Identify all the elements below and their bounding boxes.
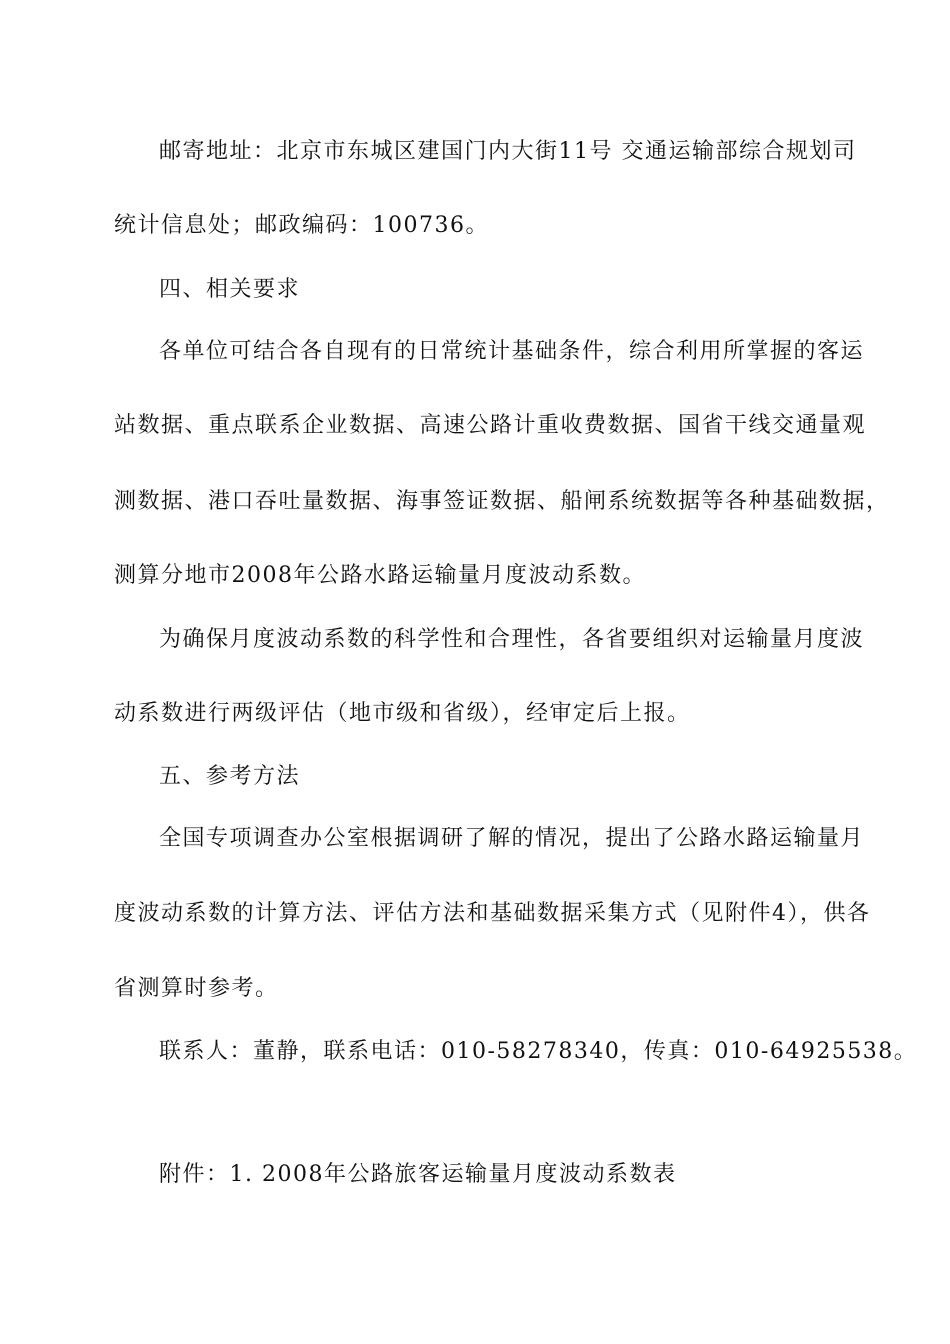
- requirements-paragraph-line-4: 测算分地市2008年公路水路运输量月度波动系数。: [114, 563, 646, 588]
- requirements-paragraph-line-3: 测数据、港口吞吐量数据、海事签证数据、船闸系统数据等各种基础数据，: [114, 489, 890, 514]
- methods-paragraph-line-2: 度波动系数的计算方法、评估方法和基础数据采集方式（见附件4），供各: [114, 901, 871, 926]
- section-heading-methods: 五、参考方法: [159, 764, 301, 789]
- requirements-paragraph-line-1: 各单位可结合各自现有的日常统计基础条件，综合利用所掌握的客运: [159, 339, 865, 364]
- mailing-address-continued: 统计信息处；邮政编码：100736。: [114, 213, 489, 238]
- section-heading-requirements: 四、相关要求: [159, 277, 301, 302]
- methods-paragraph-line-1: 全国专项调查办公室根据调研了解的情况，提出了公路水路运输量月: [159, 826, 865, 851]
- requirements-paragraph-line-2: 站数据、重点联系企业数据、高速公路计重收费数据、国省干线交通量观: [114, 413, 867, 438]
- mailing-address-line: 邮寄地址：北京市东城区建国门内大街11号 交通运输部综合规划司: [159, 139, 857, 164]
- methods-paragraph-line-3: 省测算时参考。: [114, 976, 279, 1001]
- attachment-line: 附件：1. 2008年公路旅客运输量月度波动系数表: [159, 1162, 677, 1187]
- evaluation-paragraph-line-2: 动系数进行两级评估（地市级和省级），经审定后上报。: [114, 701, 691, 726]
- contact-line: 联系人：董静，联系电话：010-58278340，传真：010-64925538。: [159, 1039, 918, 1064]
- evaluation-paragraph-line-1: 为确保月度波动系数的科学性和合理性，各省要组织对运输量月度波: [159, 627, 865, 652]
